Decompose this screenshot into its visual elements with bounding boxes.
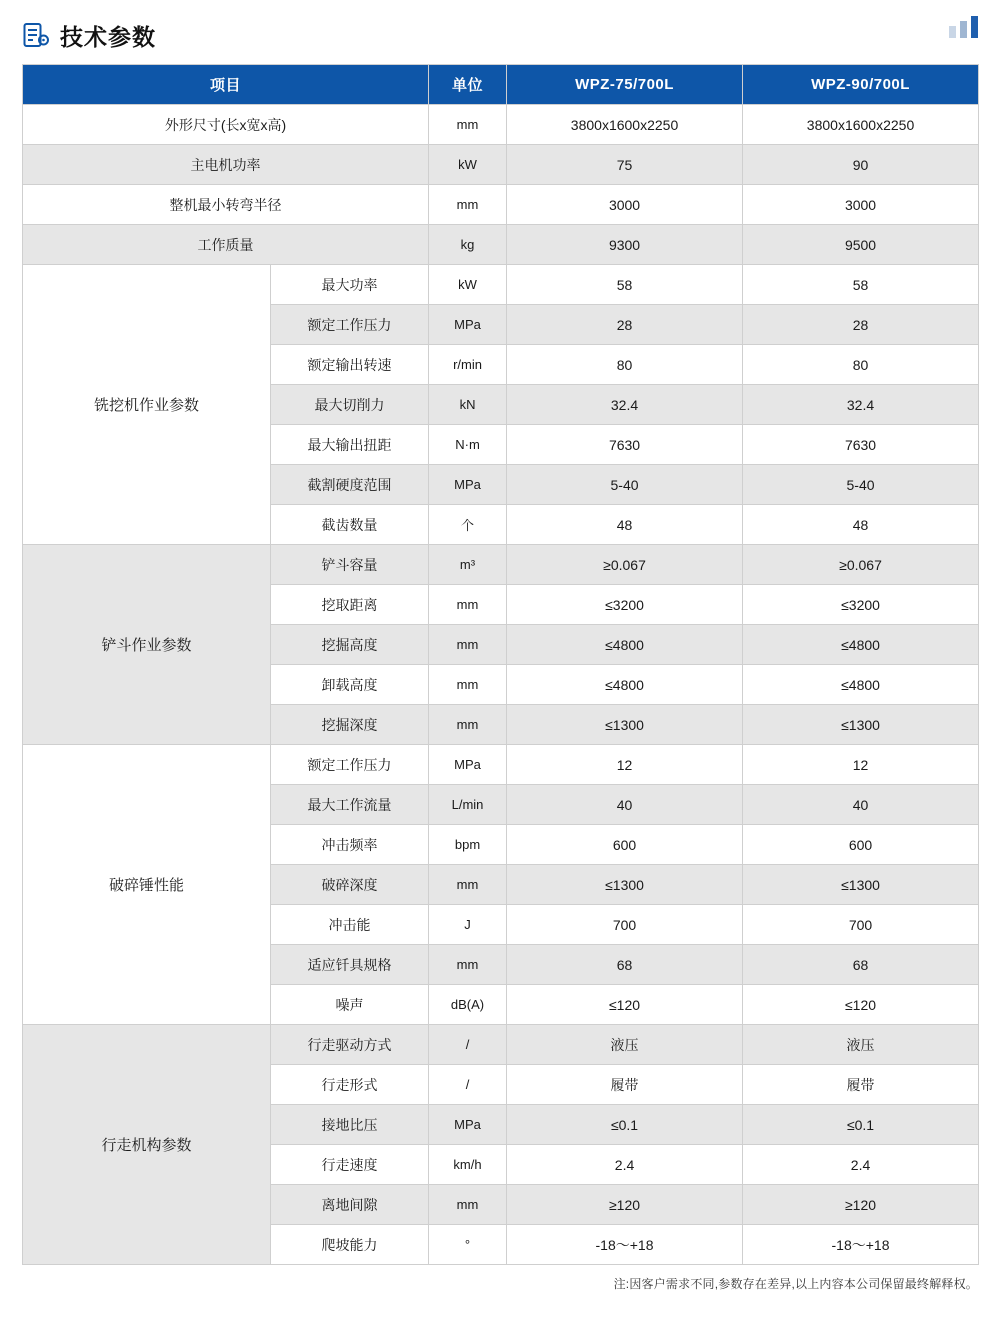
row-unit: MPa bbox=[429, 305, 507, 345]
row-value-model-2: 28 bbox=[743, 305, 979, 345]
row-value-model-2: 3800x1600x2250 bbox=[743, 105, 979, 145]
row-value-model-1: ≥120 bbox=[507, 1185, 743, 1225]
row-value-model-1: ≤1300 bbox=[507, 865, 743, 905]
row-label: 挖掘深度 bbox=[271, 705, 429, 745]
footnote: 注:因客户需求不同,参数存在差异,以上内容本公司保留最终解释权。 bbox=[613, 1277, 978, 1291]
row-value-model-2: ≤3200 bbox=[743, 585, 979, 625]
row-unit: mm bbox=[429, 865, 507, 905]
row-label: 离地间隙 bbox=[271, 1185, 429, 1225]
row-value-model-1: 40 bbox=[507, 785, 743, 825]
row-label: 冲击频率 bbox=[271, 825, 429, 865]
row-label: 额定工作压力 bbox=[271, 305, 429, 345]
row-unit: mm bbox=[429, 665, 507, 705]
row-value-model-2: -18～+18 bbox=[743, 1225, 979, 1265]
col-header-item: 项目 bbox=[23, 65, 429, 105]
row-label: 适应钎具规格 bbox=[271, 945, 429, 985]
table-row bbox=[23, 745, 979, 785]
row-value-model-1: 600 bbox=[507, 825, 743, 865]
table-row bbox=[23, 545, 979, 585]
row-value-model-1: 32.4 bbox=[507, 385, 743, 425]
row-value-model-2: 32.4 bbox=[743, 385, 979, 425]
row-label: 外形尺寸(长x宽x高) bbox=[23, 105, 429, 145]
row-value-model-1: 80 bbox=[507, 345, 743, 385]
row-unit: bpm bbox=[429, 825, 507, 865]
row-unit: kW bbox=[429, 265, 507, 305]
row-value-model-1: 履带 bbox=[507, 1065, 743, 1105]
row-value-model-2: 700 bbox=[743, 905, 979, 945]
row-value-model-2: ≤4800 bbox=[743, 625, 979, 665]
row-value-model-2: 40 bbox=[743, 785, 979, 825]
row-value-model-1: 700 bbox=[507, 905, 743, 945]
row-label: 挖掘高度 bbox=[271, 625, 429, 665]
row-unit: MPa bbox=[429, 465, 507, 505]
row-value-model-1: 75 bbox=[507, 145, 743, 185]
row-unit: MPa bbox=[429, 1105, 507, 1145]
row-unit: 个 bbox=[429, 505, 507, 545]
row-value-model-2: 7630 bbox=[743, 425, 979, 465]
row-unit: MPa bbox=[429, 745, 507, 785]
row-unit: / bbox=[429, 1025, 507, 1065]
row-value-model-1: 2.4 bbox=[507, 1145, 743, 1185]
row-label: 爬坡能力 bbox=[271, 1225, 429, 1265]
row-label: 额定输出转速 bbox=[271, 345, 429, 385]
row-value-model-2: ≤4800 bbox=[743, 665, 979, 705]
row-value-model-2: 3000 bbox=[743, 185, 979, 225]
row-value-model-2: 80 bbox=[743, 345, 979, 385]
specifications-table bbox=[22, 64, 979, 1265]
row-value-model-1: 3800x1600x2250 bbox=[507, 105, 743, 145]
table-head bbox=[23, 65, 979, 105]
row-value-model-2: 90 bbox=[743, 145, 979, 185]
col-header-model-2: WPZ-90/700L bbox=[743, 65, 979, 105]
row-label: 最大工作流量 bbox=[271, 785, 429, 825]
row-label: 最大输出扭距 bbox=[271, 425, 429, 465]
row-value-model-1: 9300 bbox=[507, 225, 743, 265]
group-label: 铲斗作业参数 bbox=[23, 545, 271, 745]
group-label: 铣挖机作业参数 bbox=[23, 265, 271, 545]
table-row bbox=[23, 145, 979, 185]
row-unit: J bbox=[429, 905, 507, 945]
row-label: 挖取距离 bbox=[271, 585, 429, 625]
row-value-model-1: -18～+18 bbox=[507, 1225, 743, 1265]
row-label: 最大切削力 bbox=[271, 385, 429, 425]
row-label: 噪声 bbox=[271, 985, 429, 1025]
row-value-model-1: 12 bbox=[507, 745, 743, 785]
row-unit: kN bbox=[429, 385, 507, 425]
row-value-model-2: ≥0.067 bbox=[743, 545, 979, 585]
row-value-model-2: 液压 bbox=[743, 1025, 979, 1065]
row-value-model-1: ≤120 bbox=[507, 985, 743, 1025]
table-row bbox=[23, 225, 979, 265]
row-unit: mm bbox=[429, 105, 507, 145]
row-unit: m³ bbox=[429, 545, 507, 585]
col-header-model-1: WPZ-75/700L bbox=[507, 65, 743, 105]
row-label: 截割硬度范围 bbox=[271, 465, 429, 505]
row-label: 额定工作压力 bbox=[271, 745, 429, 785]
row-unit: mm bbox=[429, 945, 507, 985]
row-value-model-1: ≤4800 bbox=[507, 665, 743, 705]
row-value-model-1: ≥0.067 bbox=[507, 545, 743, 585]
row-value-model-2: 58 bbox=[743, 265, 979, 305]
row-unit: dB(A) bbox=[429, 985, 507, 1025]
row-value-model-2: ≤0.1 bbox=[743, 1105, 979, 1145]
row-label: 主电机功率 bbox=[23, 145, 429, 185]
row-value-model-1: ≤3200 bbox=[507, 585, 743, 625]
row-value-model-1: 28 bbox=[507, 305, 743, 345]
row-value-model-1: 48 bbox=[507, 505, 743, 545]
row-unit: L/min bbox=[429, 785, 507, 825]
row-value-model-2: ≤120 bbox=[743, 985, 979, 1025]
row-label: 行走速度 bbox=[271, 1145, 429, 1185]
row-label: 卸载高度 bbox=[271, 665, 429, 705]
row-value-model-2: 履带 bbox=[743, 1065, 979, 1105]
page-title: 技术参数 bbox=[60, 23, 156, 50]
row-unit: mm bbox=[429, 625, 507, 665]
row-label: 整机最小转弯半径 bbox=[23, 185, 429, 225]
group-label: 行走机构参数 bbox=[23, 1025, 271, 1265]
table-row bbox=[23, 265, 979, 305]
row-value-model-2: ≤1300 bbox=[743, 705, 979, 745]
row-value-model-2: 48 bbox=[743, 505, 979, 545]
row-unit: mm bbox=[429, 185, 507, 225]
page-header bbox=[22, 0, 978, 64]
table-row bbox=[23, 185, 979, 225]
row-label: 接地比压 bbox=[271, 1105, 429, 1145]
row-value-model-2: 2.4 bbox=[743, 1145, 979, 1185]
row-value-model-1: 5-40 bbox=[507, 465, 743, 505]
row-unit: r/min bbox=[429, 345, 507, 385]
row-label: 行走驱动方式 bbox=[271, 1025, 429, 1065]
row-unit: mm bbox=[429, 585, 507, 625]
row-value-model-2: 12 bbox=[743, 745, 979, 785]
row-value-model-1: 液压 bbox=[507, 1025, 743, 1065]
table-header-row bbox=[23, 65, 979, 105]
row-label: 冲击能 bbox=[271, 905, 429, 945]
document-spec-icon bbox=[22, 21, 50, 49]
row-value-model-2: 9500 bbox=[743, 225, 979, 265]
row-label: 行走形式 bbox=[271, 1065, 429, 1105]
row-value-model-1: ≤0.1 bbox=[507, 1105, 743, 1145]
row-label: 最大功率 bbox=[271, 265, 429, 305]
row-label: 破碎深度 bbox=[271, 865, 429, 905]
row-value-model-2: 600 bbox=[743, 825, 979, 865]
row-value-model-1: ≤1300 bbox=[507, 705, 743, 745]
row-value-model-1: 3000 bbox=[507, 185, 743, 225]
row-value-model-2: 68 bbox=[743, 945, 979, 985]
row-unit: kg bbox=[429, 225, 507, 265]
row-value-model-1: 58 bbox=[507, 265, 743, 305]
col-header-unit: 单位 bbox=[429, 65, 507, 105]
row-unit: / bbox=[429, 1065, 507, 1105]
row-value-model-2: 5-40 bbox=[743, 465, 979, 505]
row-unit: ° bbox=[429, 1225, 507, 1265]
row-value-model-1: 7630 bbox=[507, 425, 743, 465]
row-unit: kW bbox=[429, 145, 507, 185]
row-unit: mm bbox=[429, 705, 507, 745]
row-unit: mm bbox=[429, 1185, 507, 1225]
row-value-model-2: ≥120 bbox=[743, 1185, 979, 1225]
row-label: 铲斗容量 bbox=[271, 545, 429, 585]
row-label: 截齿数量 bbox=[271, 505, 429, 545]
row-unit: km/h bbox=[429, 1145, 507, 1185]
row-value-model-1: ≤4800 bbox=[507, 625, 743, 665]
table-body bbox=[23, 105, 979, 1265]
group-label: 破碎锤性能 bbox=[23, 745, 271, 1025]
table-row bbox=[23, 105, 979, 145]
decorative-bars bbox=[949, 16, 978, 38]
row-value-model-1: 68 bbox=[507, 945, 743, 985]
table-row bbox=[23, 1025, 979, 1065]
row-value-model-2: ≤1300 bbox=[743, 865, 979, 905]
row-label: 工作质量 bbox=[23, 225, 429, 265]
row-unit: N·m bbox=[429, 425, 507, 465]
